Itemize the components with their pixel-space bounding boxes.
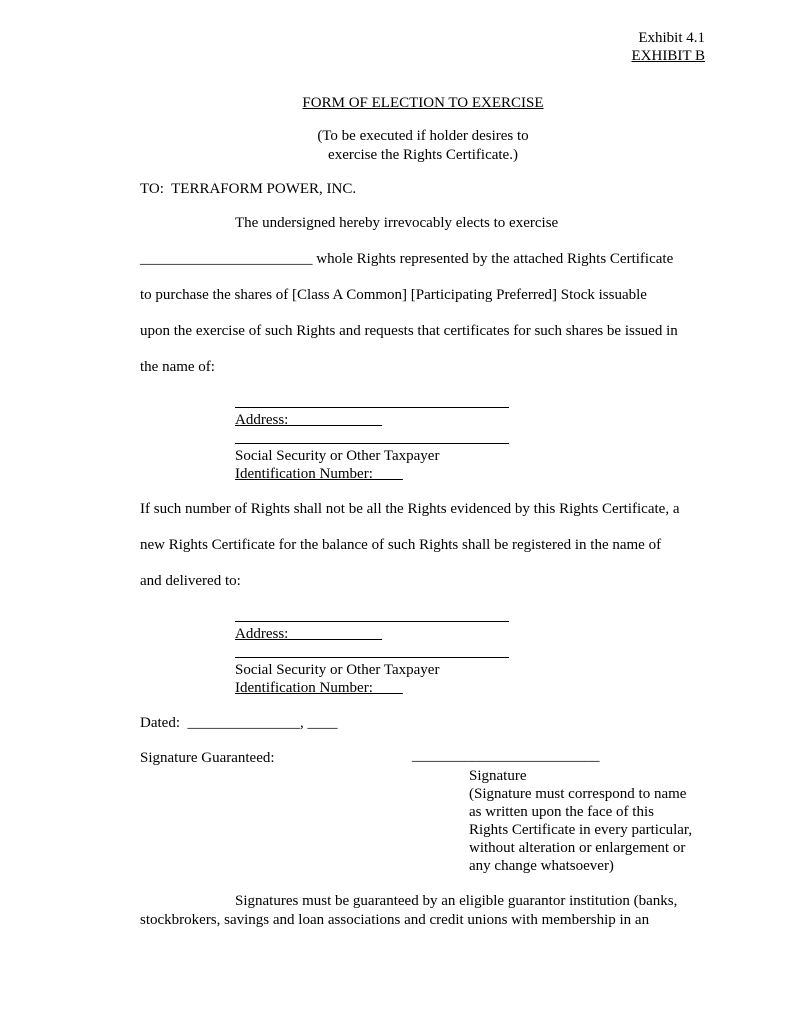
address-line-2 [235, 657, 509, 658]
ssn-label-1-line-2: Identification Number: [235, 466, 403, 482]
subtitle-line-1: (To be executed if holder desires to [317, 128, 529, 144]
address-label-2: Address: [235, 626, 383, 642]
balance-line-2: new Rights Certificate for the balance of such Rights shall be registered in the name of [140, 537, 662, 553]
address-line-1 [235, 443, 509, 444]
page-title: FORM OF ELECTION TO EXERCISE [302, 95, 544, 111]
signature-note-line-2: (Signature must correspond to name [469, 786, 687, 802]
body-line-4: upon the exercise of such Rights and requests that certificates for such shares be issued in [140, 323, 678, 339]
name-line-1 [235, 407, 509, 408]
signature-note-line-6: any change whatsoever) [469, 858, 614, 874]
footer-line-2: stockbrokers, savings and loan associations and credit unions with membership in an [140, 912, 650, 928]
ssn-label-1-line-1: Social Security or Other Taxpayer [235, 448, 440, 464]
addressee: TO: TERRAFORM POWER, INC. [140, 181, 357, 197]
subtitle-line-2: exercise the Rights Certificate.) [328, 147, 518, 163]
body-line-3: to purchase the shares of [Class A Common] [Participating Preferred] Stock issuable [140, 287, 647, 303]
name-line-2 [235, 621, 509, 622]
body-line-5: the name of: [140, 359, 215, 375]
signature-note-line-3: as written upon the face of this [469, 804, 654, 820]
address-label-1: Address: [235, 412, 383, 428]
signature-line: _________________________ [412, 748, 600, 764]
balance-line-1: If such number of Rights shall not be all the Rights evidenced by this Rights Certificate, a [140, 501, 680, 517]
footer-line-1: Signatures must be guaranteed by an eligible guarantor institution (banks, [235, 893, 678, 909]
signature-guaranteed-label: Signature Guaranteed: [140, 750, 275, 766]
ssn-label-2-line-2: Identification Number: [235, 680, 403, 696]
exhibit-number: Exhibit 4.1 [638, 30, 705, 46]
ssn-label-2-line-1: Social Security or Other Taxpayer [235, 662, 440, 678]
exhibit-letter: EXHIBIT B [631, 48, 705, 64]
signature-note-line-5: without alteration or enlargement or [469, 840, 686, 856]
body-line-1: The undersigned hereby irrevocably elects to exercise [235, 215, 559, 231]
signature-note-line-1: Signature [469, 768, 527, 784]
signature-note-line-4: Rights Certificate in every particular, [469, 822, 693, 838]
dated-line: Dated: _______________, ____ [140, 715, 338, 731]
balance-line-3: and delivered to: [140, 573, 241, 589]
body-line-2: _______________________ whole Rights represented by the attached Rights Certificate [140, 251, 674, 267]
